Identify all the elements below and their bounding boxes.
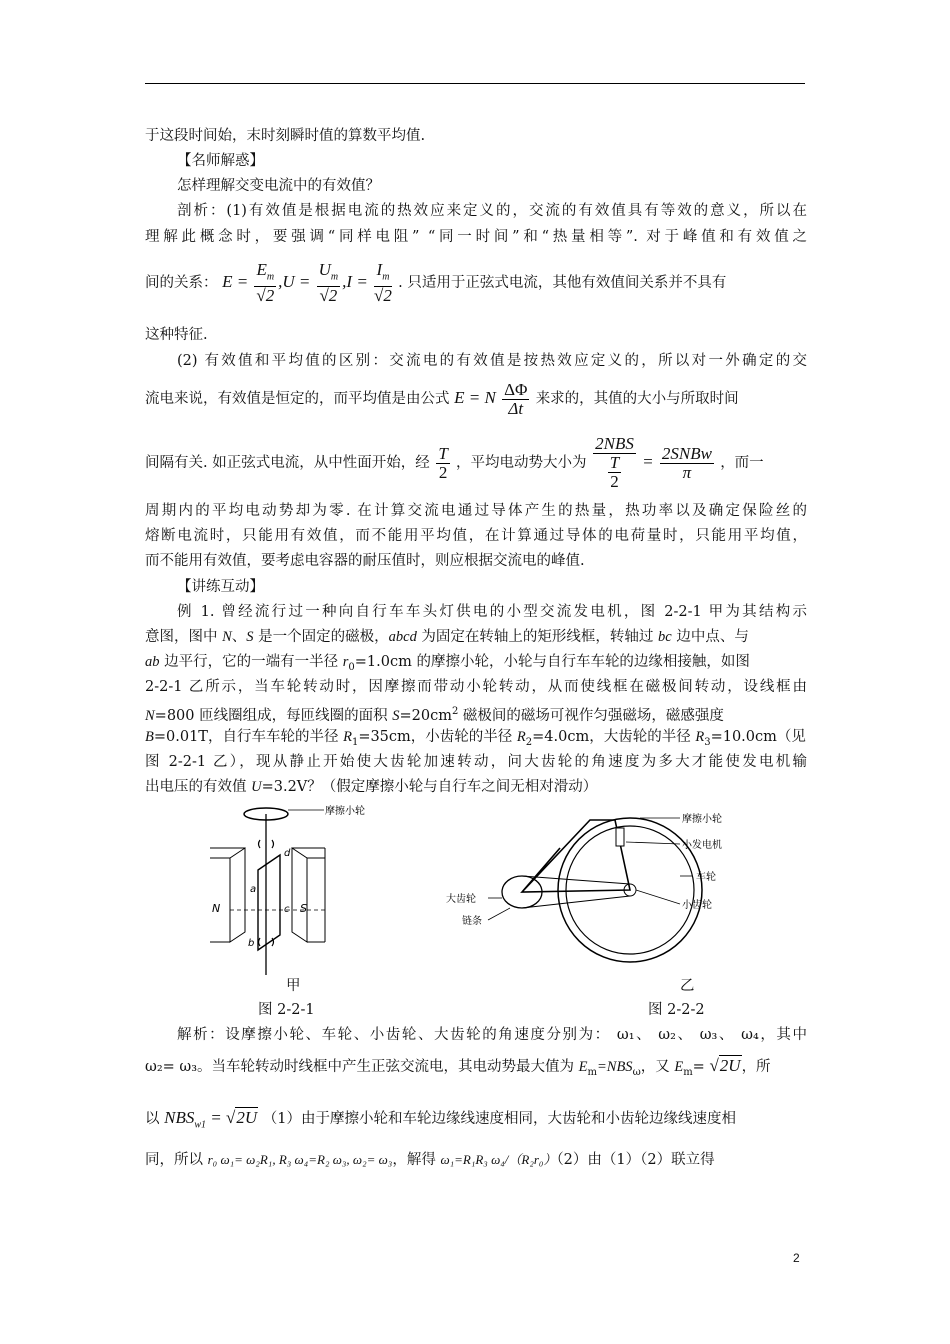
label-N: N xyxy=(212,902,221,915)
formula-line-period xyxy=(145,428,807,496)
formula-rms: E = $\frac{E_m}{√2}$ ,U = $\frac{U_m}{√2}$ ,I = $\frac{I_m}{√2}$ xyxy=(222,259,392,306)
coil-abcd xyxy=(258,855,280,950)
text-line: 例 1. 曾经流行过一种向自行车车头灯供电的小型交流发电机，图 2-2-1 甲为其结构示 xyxy=(177,604,807,620)
text-line: 而不能用有效值，要考虑电容器的耐压值时，则应根据交流电的峰值. xyxy=(145,553,585,569)
label-small-gear: 小齿轮 xyxy=(682,900,712,911)
label-chain: 链条 xyxy=(462,916,482,927)
text: ，平均电动势大小为 xyxy=(456,455,587,471)
text: . 只适用于正弦式电流，其他有效值间关系并不具有 xyxy=(398,275,727,291)
label-S: S xyxy=(300,902,307,915)
text-line: 解析：设摩擦小轮、车轮、小齿轮、大齿轮的角速度分别为： ω₁、 ω₂、 ω₃、 ω₄，其中 xyxy=(177,1027,807,1043)
text-line: 图 2-2-1 乙），现从静止开始使大齿轮加速转动，问大齿轮的角速度为多大才能使发电机输 xyxy=(145,754,807,770)
formula-half-period: $\frac{T}{2}$ xyxy=(438,443,448,482)
text-line: 2-2-1 乙所示，当车轮转动时，因摩擦而带动小轮转动，从而使线框在磁极间转动，设线框由 xyxy=(145,679,807,695)
text-line: ω₂= ω₃。当车轮转动时线框中产生正弦交流电，其电动势最大值为 $E_m=NBS_\omega$，又 $E_m= √2U$，所 xyxy=(145,1056,771,1078)
formula-average-magnitude: $\frac{\text{2NBS}}{\frac{T}{2}}$ = $\frac{\text{2SNBw}}{\pi}$ xyxy=(595,434,712,492)
figure-bicycle xyxy=(440,808,760,968)
section-heading: 【讲练互动】 xyxy=(177,579,264,595)
text-line: N=800 匝线圈组成，每匝线圈的面积 $S=20cm^2$ 磁极间的磁场可视作匀强磁场，磁感强度 xyxy=(145,706,724,724)
text: 间的关系： xyxy=(145,275,218,291)
generator xyxy=(616,828,624,846)
text: 来求的，其值的大小与所取时间 xyxy=(535,391,739,407)
formula-line-average xyxy=(145,375,807,421)
page-number: 2 xyxy=(793,1251,800,1265)
figure-caption: 图 2-2-1 xyxy=(258,1002,315,1018)
label-wheel: 车轮 xyxy=(696,872,716,883)
label-d: d xyxy=(284,848,291,859)
text-line: (2) 有效值和平均值的区别：交流电的有效值是按热效应定义的，所以对一外确定的交 xyxy=(177,353,807,369)
figure-generator-structure xyxy=(200,800,400,980)
text-line: 出电压的有效值 U=3.2V？（假定摩擦小轮与自行车之间无相对滑动） xyxy=(145,779,598,795)
label-c: c xyxy=(284,904,290,915)
formula-line-rms xyxy=(145,257,807,307)
text-line: B=0.01T，自行车车轮的半径 $R_1=35cm$，小齿轮的半径 $R_2=4.0cm$，大齿轮的半径 $R_3=10.0cm$（见 xyxy=(145,729,806,748)
figure-sub-label: 乙 xyxy=(680,978,695,994)
label-big-gear: 大齿轮 xyxy=(446,894,476,905)
formula-nbs: $NBS_{w1} = √2U$ xyxy=(164,1108,258,1131)
figure-sub-label: 甲 xyxy=(286,978,301,994)
leader xyxy=(636,890,680,904)
text-line: 同，所以 r₀ ω₁= ω₂R₁, R₃ ω₄=R₂ ω₃, ω₂= ω₃，解得 ω₁=R₁R₃ ω₄/（R₂r₀）（2）由（1）（2）联立得 xyxy=(145,1152,715,1168)
label-generator: 小发电机 xyxy=(682,840,722,851)
label-b: b xyxy=(248,938,255,949)
text: 流电来说，有效值是恒定的，而平均值是由公式 xyxy=(145,391,450,407)
text-line: 熔断电流时，只能用有效值，而不能用平均值，在计算通过导体的电荷量时，只能用平均值， xyxy=(145,528,807,544)
label-friction-wheel: 摩擦小轮 xyxy=(325,806,365,817)
text-line: 意图，图中 N、S 是一个固定的磁极，abcd 为固定在转轴上的矩形线框，转轴过 bc 边中点、与 xyxy=(145,629,749,645)
text-line: 于这段时间始，末时刻瞬时值的算数平均值. xyxy=(145,128,426,144)
text-line: 这种特征. xyxy=(145,327,208,343)
text-line: 以 $NBS_{w1} = √2U$ （1）由于摩擦小轮和车轮边缘线速度相同，大齿轮和小齿轮边缘线速度相 xyxy=(145,1108,736,1131)
text-line: ab 边平行，它的一端有一半径 $r_0=1.0cm$ 的摩擦小轮，小轮与自行车车轮的边缘相接触，如图 xyxy=(145,654,750,673)
figure-caption: 图 2-2-2 xyxy=(648,1002,705,1018)
header-rule xyxy=(145,83,805,84)
label-a: a xyxy=(250,884,257,895)
text: ，而一 xyxy=(720,455,764,471)
magnet-north xyxy=(210,848,245,942)
formula-average-emf: E = N $\frac{\Delta\Phi}{\Delta t}$ xyxy=(454,379,528,418)
question: 怎样理解交变电流中的有效值？ xyxy=(177,178,380,194)
section-heading: 【名师解惑】 xyxy=(177,153,264,169)
text-line: 周期内的平均电动势却为零. 在计算交流电通过导体产生的热量，热功率以及确定保险丝的 xyxy=(145,503,807,519)
magnet-south xyxy=(292,848,325,942)
text-line: 剖析：(1)有效值是根据电流的热效应来定义的，交流的有效值具有等效的意义，所以在 xyxy=(177,203,807,219)
label-friction-wheel: 摩擦小轮 xyxy=(682,814,722,825)
text: 间隔有关. 如正弦式电流，从中性面开始，经 xyxy=(145,455,430,471)
leader xyxy=(488,908,510,920)
text-line: 理解此概念时，要强调“同样电阻” “同一时间”和“热量相等”. 对于峰值和有效值之 xyxy=(145,229,807,245)
